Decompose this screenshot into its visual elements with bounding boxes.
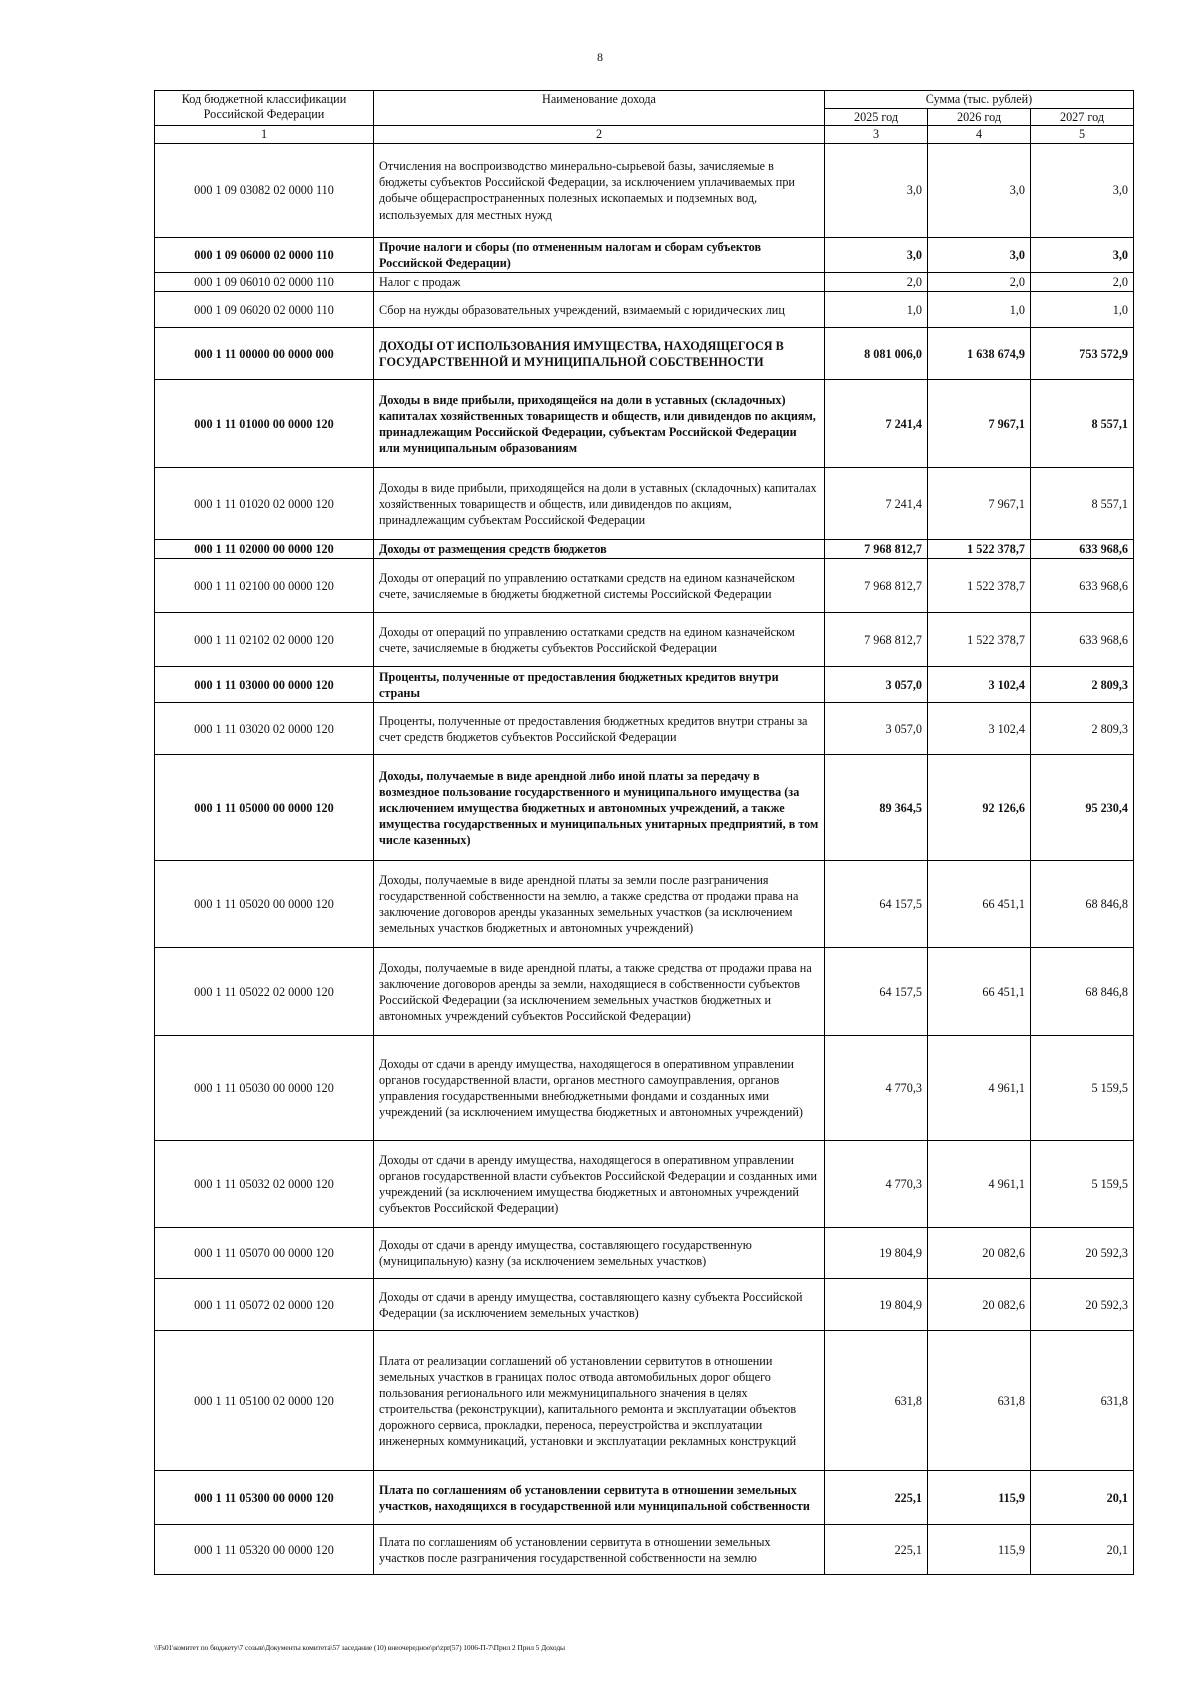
row-name: Доходы от сдачи в аренду имущества, составляющего казну субъекта Российской Федерации (за исключением земельных участков) xyxy=(374,1279,825,1331)
page-number: 8 xyxy=(597,50,603,64)
table-row xyxy=(155,861,1134,948)
table-row xyxy=(155,468,1134,540)
row-code: 000 1 11 05070 00 0000 120 xyxy=(155,1228,374,1279)
table-row xyxy=(155,1331,1134,1471)
row-value-2027: 631,8 xyxy=(1031,1331,1134,1471)
row-value-2027: 2 809,3 xyxy=(1031,703,1134,755)
row-name: Доходы, получаемые в виде арендной либо иной платы за передачу в возмездное пользование государственного и муниципального имущества (за исключением имущества бюджетных и автономных учреждений, а также имущества государственных и муниципальных унитарных предприятий, в том числе казенных) xyxy=(374,755,825,861)
row-value-2026: 2,0 xyxy=(928,273,1031,292)
table-row xyxy=(155,143,1134,237)
column-number-3: 3 xyxy=(825,126,928,144)
row-value-2025: 225,1 xyxy=(825,1525,928,1575)
row-value-2027: 2 809,3 xyxy=(1031,667,1134,703)
row-value-2026: 66 451,1 xyxy=(928,948,1031,1036)
header-year-2026: 2026 год xyxy=(928,108,1031,126)
row-value-2026: 115,9 xyxy=(928,1471,1031,1525)
row-value-2025: 19 804,9 xyxy=(825,1228,928,1279)
table-row xyxy=(155,1525,1134,1575)
row-code: 000 1 11 05030 00 0000 120 xyxy=(155,1036,374,1141)
row-value-2026: 115,9 xyxy=(928,1525,1031,1575)
row-value-2025: 3 057,0 xyxy=(825,667,928,703)
row-value-2027: 1,0 xyxy=(1031,292,1134,328)
row-name: Плата по соглашениям об установлении сервитута в отношении земельных участков, находящихся в государственной или муниципальной собственности xyxy=(374,1471,825,1525)
row-code: 000 1 11 05072 02 0000 120 xyxy=(155,1279,374,1331)
row-name: Налог с продаж xyxy=(374,273,825,292)
budget-revenue-table xyxy=(154,90,1134,1575)
row-name: Сбор на нужды образовательных учреждений, взимаемый с юридических лиц xyxy=(374,292,825,328)
header-year-2027: 2027 год xyxy=(1031,108,1134,126)
table-row xyxy=(155,273,1134,292)
row-code: 000 1 11 02102 02 0000 120 xyxy=(155,613,374,667)
row-value-2026: 7 967,1 xyxy=(928,468,1031,540)
row-name: Проценты, полученные от предоставления бюджетных кредитов внутри страны xyxy=(374,667,825,703)
row-value-2026: 20 082,6 xyxy=(928,1279,1031,1331)
row-value-2027: 20 592,3 xyxy=(1031,1228,1134,1279)
row-code: 000 1 11 03000 00 0000 120 xyxy=(155,667,374,703)
table-row xyxy=(155,1471,1134,1525)
row-name: Проценты, полученные от предоставления бюджетных кредитов внутри страны за счет средств бюджетов субъектов Российской Федерации xyxy=(374,703,825,755)
column-number-1: 1 xyxy=(155,126,374,144)
row-value-2025: 631,8 xyxy=(825,1331,928,1471)
row-value-2026: 20 082,6 xyxy=(928,1228,1031,1279)
row-code: 000 1 09 03082 02 0000 110 xyxy=(155,143,374,237)
row-code: 000 1 11 05320 00 0000 120 xyxy=(155,1525,374,1575)
row-name: Плата по соглашениям об установлении сервитута в отношении земельных участков после разграничения государственной собственности на землю xyxy=(374,1525,825,1575)
row-value-2026: 3 102,4 xyxy=(928,667,1031,703)
row-value-2027: 5 159,5 xyxy=(1031,1036,1134,1141)
row-name: Доходы, получаемые в виде арендной платы за земли после разграничения государственной собственности на землю, а также средства от продажи права на заключение договоров аренды указанных земельных участков (за исключением земельных участков бюджетных и автономных учреждений) xyxy=(374,861,825,948)
row-value-2025: 8 081 006,0 xyxy=(825,328,928,380)
row-code: 000 1 11 05022 02 0000 120 xyxy=(155,948,374,1036)
table-row xyxy=(155,559,1134,613)
row-code: 000 1 09 06010 02 0000 110 xyxy=(155,273,374,292)
row-value-2026: 1 522 378,7 xyxy=(928,559,1031,613)
row-name: Прочие налоги и сборы (по отмененным налогам и сборам субъектов Российской Федерации) xyxy=(374,237,825,272)
row-code: 000 1 11 05300 00 0000 120 xyxy=(155,1471,374,1525)
column-number-4: 4 xyxy=(928,126,1031,144)
row-value-2025: 3,0 xyxy=(825,143,928,237)
row-code: 000 1 11 05020 00 0000 120 xyxy=(155,861,374,948)
row-value-2025: 3 057,0 xyxy=(825,703,928,755)
row-code: 000 1 09 06020 02 0000 110 xyxy=(155,292,374,328)
row-value-2026: 4 961,1 xyxy=(928,1141,1031,1228)
row-value-2027: 20,1 xyxy=(1031,1471,1134,1525)
row-name: Отчисления на воспроизводство минерально-сырьевой базы, зачисляемые в бюджеты субъектов Российской Федерации, за исключением уплачиваемых при добыче общераспространенных полезных ископаемых и подземных вод, используемых для местных нужд xyxy=(374,143,825,237)
row-value-2027: 20 592,3 xyxy=(1031,1279,1134,1331)
header-year-2025: 2025 год xyxy=(825,108,928,126)
row-code: 000 1 11 00000 00 0000 000 xyxy=(155,328,374,380)
row-code: 000 1 11 03020 02 0000 120 xyxy=(155,703,374,755)
row-value-2026: 7 967,1 xyxy=(928,380,1031,468)
row-name: Доходы в виде прибыли, приходящейся на доли в уставных (складочных) капиталах хозяйственных товариществ и обществ, или дивидендов по акциям, принадлежащим Российской Федерации, субъектам Российской Федерации или муниципальным образованиям xyxy=(374,380,825,468)
row-value-2025: 3,0 xyxy=(825,237,928,272)
table-row xyxy=(155,380,1134,468)
header-sum: Сумма (тыс. рублей) xyxy=(825,91,1134,109)
row-value-2026: 3 102,4 xyxy=(928,703,1031,755)
table-row xyxy=(155,755,1134,861)
row-code: 000 1 11 02000 00 0000 120 xyxy=(155,540,374,559)
row-name: ДОХОДЫ ОТ ИСПОЛЬЗОВАНИЯ ИМУЩЕСТВА, НАХОДЯЩЕГОСЯ В ГОСУДАРСТВЕННОЙ И МУНИЦИПАЛЬНОЙ СОБСТВЕННОСТИ xyxy=(374,328,825,380)
row-value-2026: 1 522 378,7 xyxy=(928,540,1031,559)
row-name: Доходы от сдачи в аренду имущества, находящегося в оперативном управлении органов государственной власти субъектов Российской Федерации и созданных ими учреждений (за исключением имущества бюджетных и автономных учреждений субъектов Российской Федерации) xyxy=(374,1141,825,1228)
row-value-2026: 1 638 674,9 xyxy=(928,328,1031,380)
row-value-2025: 89 364,5 xyxy=(825,755,928,861)
row-value-2026: 92 126,6 xyxy=(928,755,1031,861)
row-value-2027: 68 846,8 xyxy=(1031,948,1134,1036)
table-row xyxy=(155,292,1134,328)
row-value-2025: 64 157,5 xyxy=(825,861,928,948)
row-value-2025: 7 968 812,7 xyxy=(825,559,928,613)
row-code: 000 1 11 01020 02 0000 120 xyxy=(155,468,374,540)
row-value-2027: 633 968,6 xyxy=(1031,540,1134,559)
row-name: Доходы от операций по управлению остатками средств на едином казначейском счете, зачисляемые в бюджеты бюджетной системы Российской Федерации xyxy=(374,559,825,613)
row-value-2027: 753 572,9 xyxy=(1031,328,1134,380)
row-value-2026: 1,0 xyxy=(928,292,1031,328)
table-row xyxy=(155,1228,1134,1279)
row-value-2025: 64 157,5 xyxy=(825,948,928,1036)
header-name: Наименование дохода xyxy=(374,91,825,126)
row-name: Доходы от сдачи в аренду имущества, находящегося в оперативном управлении органов государственной власти, органов местного самоуправления, органов управления государственными внебюджетными фондами и созданных ими учреждений (за исключением имущества бюджетных и автономных учреждений) xyxy=(374,1036,825,1141)
row-value-2027: 20,1 xyxy=(1031,1525,1134,1575)
row-value-2027: 8 557,1 xyxy=(1031,380,1134,468)
table-row xyxy=(155,703,1134,755)
table-row xyxy=(155,667,1134,703)
table-row xyxy=(155,613,1134,667)
row-value-2026: 3,0 xyxy=(928,237,1031,272)
header-code: Код бюджетной классификации Российской Федерации xyxy=(155,91,374,126)
column-number-5: 5 xyxy=(1031,126,1134,144)
table-row xyxy=(155,1036,1134,1141)
row-value-2025: 4 770,3 xyxy=(825,1036,928,1141)
row-value-2025: 7 241,4 xyxy=(825,468,928,540)
row-value-2026: 3,0 xyxy=(928,143,1031,237)
row-code: 000 1 11 05032 02 0000 120 xyxy=(155,1141,374,1228)
row-value-2025: 7 968 812,7 xyxy=(825,613,928,667)
row-value-2027: 8 557,1 xyxy=(1031,468,1134,540)
row-value-2025: 19 804,9 xyxy=(825,1279,928,1331)
row-value-2026: 631,8 xyxy=(928,1331,1031,1471)
row-name: Доходы, получаемые в виде арендной платы, а также средства от продажи права на заключение договоров аренды за земли, находящиеся в собственности субъектов Российской Федерации (за исключением земельных участков бюджетных и автономных учреждений субъектов Российской Федерации) xyxy=(374,948,825,1036)
row-value-2027: 633 968,6 xyxy=(1031,613,1134,667)
row-code: 000 1 11 02100 00 0000 120 xyxy=(155,559,374,613)
row-value-2025: 7 968 812,7 xyxy=(825,540,928,559)
row-value-2027: 68 846,8 xyxy=(1031,861,1134,948)
table-row xyxy=(155,1279,1134,1331)
row-code: 000 1 11 05000 00 0000 120 xyxy=(155,755,374,861)
table-row xyxy=(155,328,1134,380)
row-value-2027: 5 159,5 xyxy=(1031,1141,1134,1228)
row-value-2025: 4 770,3 xyxy=(825,1141,928,1228)
row-value-2026: 66 451,1 xyxy=(928,861,1031,948)
row-name: Доходы от размещения средств бюджетов xyxy=(374,540,825,559)
row-value-2027: 3,0 xyxy=(1031,143,1134,237)
row-name: Доходы от сдачи в аренду имущества, составляющего государственную (муниципальную) казну (за исключением земельных участков) xyxy=(374,1228,825,1279)
row-value-2027: 95 230,4 xyxy=(1031,755,1134,861)
row-code: 000 1 11 05100 02 0000 120 xyxy=(155,1331,374,1471)
row-name: Доходы в виде прибыли, приходящейся на доли в уставных (складочных) капиталах хозяйственных товариществ и обществ, или дивидендов по акциям, принадлежащим субъектам Российской Федерации xyxy=(374,468,825,540)
row-code: 000 1 11 01000 00 0000 120 xyxy=(155,380,374,468)
row-value-2025: 1,0 xyxy=(825,292,928,328)
row-value-2027: 633 968,6 xyxy=(1031,559,1134,613)
table-row xyxy=(155,948,1134,1036)
row-value-2026: 4 961,1 xyxy=(928,1036,1031,1141)
row-value-2027: 3,0 xyxy=(1031,237,1134,272)
table-row xyxy=(155,540,1134,559)
row-value-2025: 2,0 xyxy=(825,273,928,292)
row-value-2027: 2,0 xyxy=(1031,273,1134,292)
row-code: 000 1 09 06000 02 0000 110 xyxy=(155,237,374,272)
table-row xyxy=(155,237,1134,272)
footer-file-path: \\Fs01\комитет по бюджету\7 созыв\Документы комитета\57 заседание (10) внеочередное\pr\zpr(57) 1006-П-7\Прил 2 Прил 5 Доходы xyxy=(154,1643,565,1652)
column-number-2: 2 xyxy=(374,126,825,144)
row-name: Доходы от операций по управлению остатками средств на едином казначейском счете, зачисляемые в бюджеты субъектов Российской Федерации xyxy=(374,613,825,667)
row-value-2025: 225,1 xyxy=(825,1471,928,1525)
row-value-2025: 7 241,4 xyxy=(825,380,928,468)
row-value-2026: 1 522 378,7 xyxy=(928,613,1031,667)
row-name: Плата от реализации соглашений об установлении сервитутов в отношении земельных участков в границах полос отвода автомобильных дорог общего пользования регионального или межмуниципального значения в целях строительства (реконструкции), капитального ремонта и эксплуатации объектов дорожного сервиса, прокладки, переноса, переустройства и эксплуатации инженерных коммуникаций, установки и эксплуатации рекламных конструкций xyxy=(374,1331,825,1471)
table-row xyxy=(155,1141,1134,1228)
